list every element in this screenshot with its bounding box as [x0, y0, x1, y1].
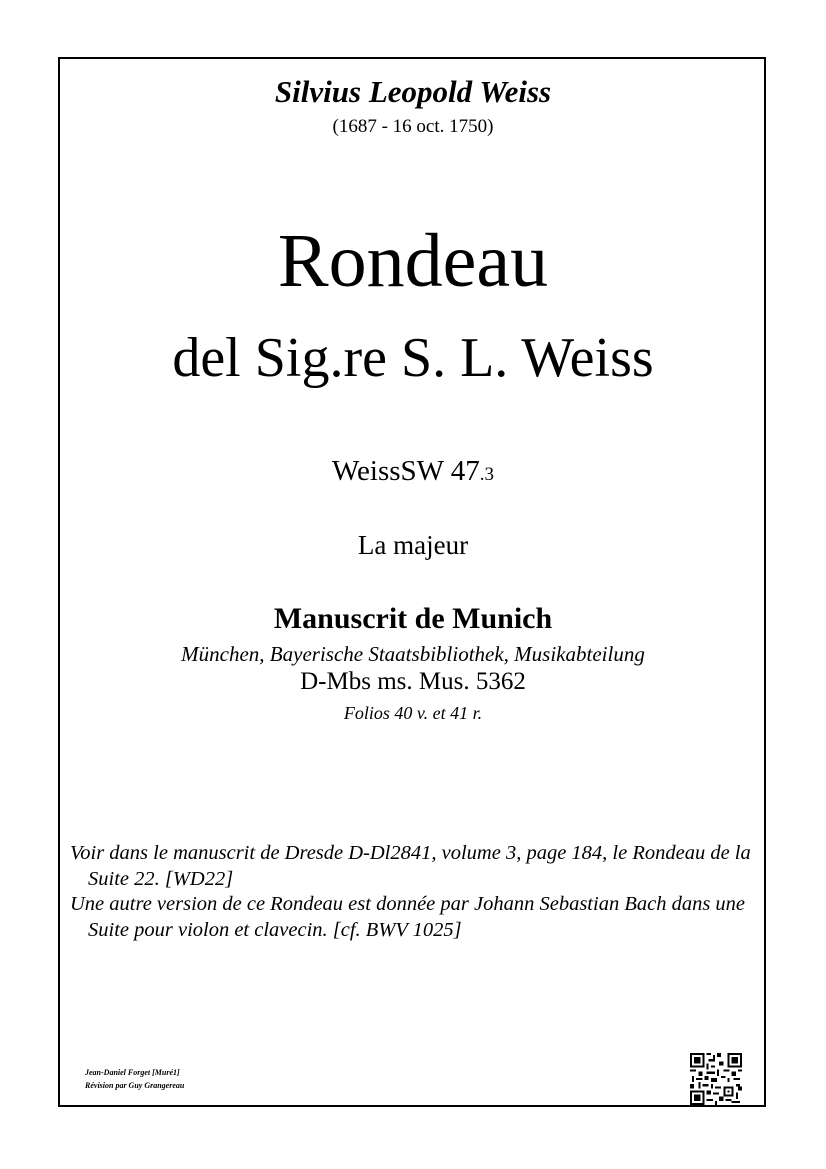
manuscript-title: Manuscrit de Munich — [273, 602, 553, 635]
work-title: Rondeau — [277, 219, 549, 303]
note-dresden: Voir dans le manuscrit de Dresde D-Dl2841, volume 3, page 184, le Rondeau de la Suite 22. [WD22] — [70, 842, 751, 890]
catalog-main: WeissSW 47 — [331, 455, 480, 487]
note-bach: Une autre version de ce Rondeau est donnée par Johann Sebastian Bach dans une Suite pour violon et clavecin. [cf. BWV 1025] — [70, 893, 746, 941]
catalog-suffix: .3 — [479, 464, 495, 485]
credits — [85, 1066, 184, 1092]
composer-name: Silvius Leopold Weiss — [274, 74, 552, 109]
page-border — [58, 57, 766, 1107]
key-signature: La majeur — [357, 530, 469, 560]
credit-revision: Révision par Guy Grangereau — [85, 1081, 185, 1090]
manuscript-library: München, Bayerische Staatsbibliothek, Musikabteilung — [181, 642, 645, 666]
catalog-number — [0, 455, 826, 488]
manuscript-shelfmark: D-Mbs ms. Mus. 5362 — [300, 668, 526, 695]
manuscript-folios: Folios 40 v. et 41 r. — [343, 703, 483, 723]
notes — [70, 841, 770, 943]
qr-code-icon — [690, 1053, 742, 1105]
work-subtitle: del Sig.re S. L. Weiss — [172, 327, 654, 389]
credit-editor: Jean-Daniel Forget [Muré1] — [85, 1068, 180, 1077]
composer-dates: (1687 - 16 oct. 1750) — [332, 116, 494, 137]
